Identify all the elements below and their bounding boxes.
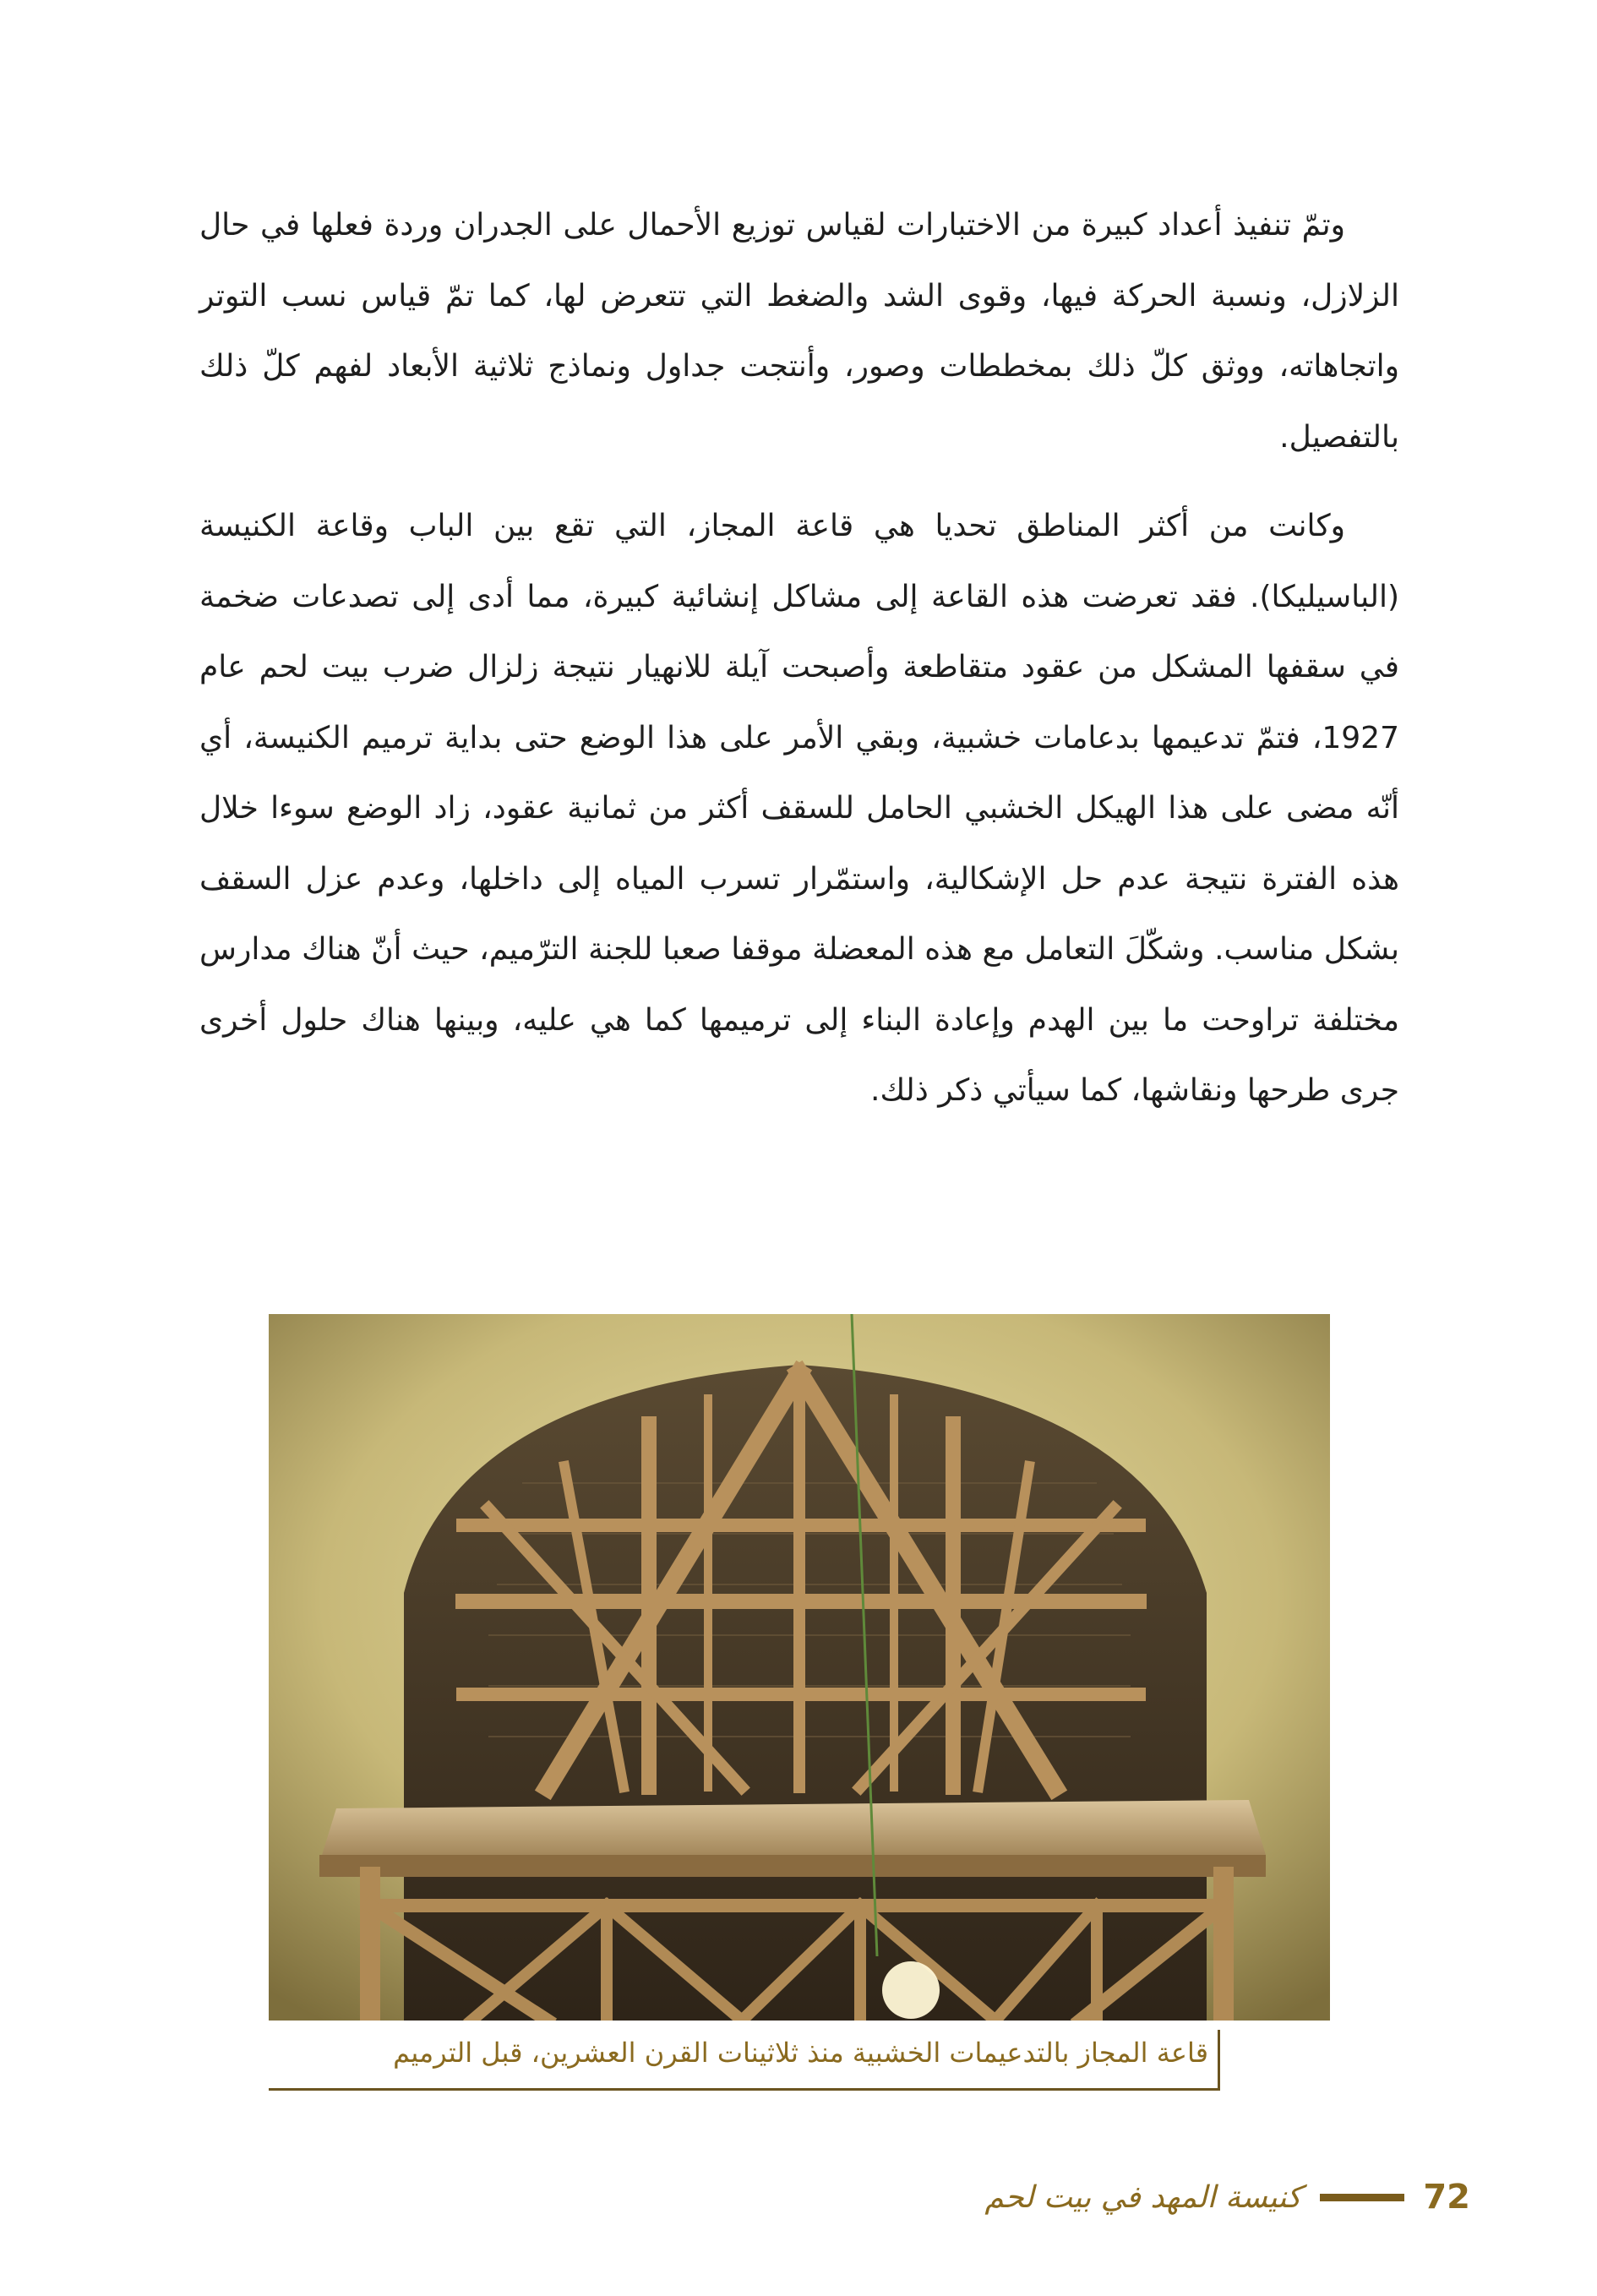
- body-text: [199, 190, 1399, 1145]
- caption-text: قاعة المجاز بالتدعيمات الخشبية منذ ثلاثينات القرن العشرين، قبل الترميم: [393, 2037, 1208, 2069]
- book-title: كنيسة المهد في بيت لحم: [984, 2179, 1302, 2215]
- wooden-scaffold-photo-illustration: [269, 1314, 1330, 2021]
- paragraph-1: وتمّ تنفيذ أعداد كبيرة من الاختبارات لقياس توزيع الأحمال على الجدران وردة فعلها في حال الزلازل، ونسبة الحركة فيها، وقوى الشد والضغط التي تتعرض لها، كما تمّ قياس نسب التوتر واتجاهاته، ووثق كلّ ذلك بمخططات وصور، وأنتجت جداول ونماذج ثلاثية الأبعاد لفهم كلّ ذلك بالتفصيل.: [199, 208, 1399, 455]
- paragraph-2: وكانت من أكثر المناطق تحديا هي قاعة المجاز، التي تقع بين الباب وقاعة الكنيسة (الباسيليكا). فقد تعرضت هذه القاعة إلى مشاكل إنشائية كبيرة، مما أدى إلى تصدعات ضخمة في سقفها المشكل من عقود متقاطعة وأصبحت آيلة للانهيار نتيجة زلزال ضرب بيت لحم عام 1927، فتمّ تدعيمها بدعامات خشبية، وبقي الأمر على هذا الوضع حتى بداية ترميم الكنيسة، أي أنّه مضى على هذا الهيكل الخشبي الحامل للسقف أكثر من ثمانية عقود، زاد الوضع سوءا خلال هذه الفترة نتيجة عدم حل الإشكالية، واستمّرار تسرب المياه إلى داخلها، وعدم عزل السقف بشكل مناسب. وشكّلَ التعامل مع هذه المعضلة موقفا صعبا للجنة الترّميم، حيث أنّ هناك مدارس مختلفة تراوحت ما بين الهدم وإعادة البناء إلى ترميمها كما هي عليه، وبينها هناك حلول أخرى جرى طرحها ونقاشها، كما سيأتي ذكر ذلك.: [199, 509, 1399, 1108]
- figure-photo: [269, 1314, 1330, 2021]
- page-number: 72: [1423, 2178, 1470, 2217]
- figure-caption: [269, 2028, 1220, 2084]
- footer-rule: [1320, 2194, 1404, 2201]
- page-footer: [946, 2172, 1470, 2222]
